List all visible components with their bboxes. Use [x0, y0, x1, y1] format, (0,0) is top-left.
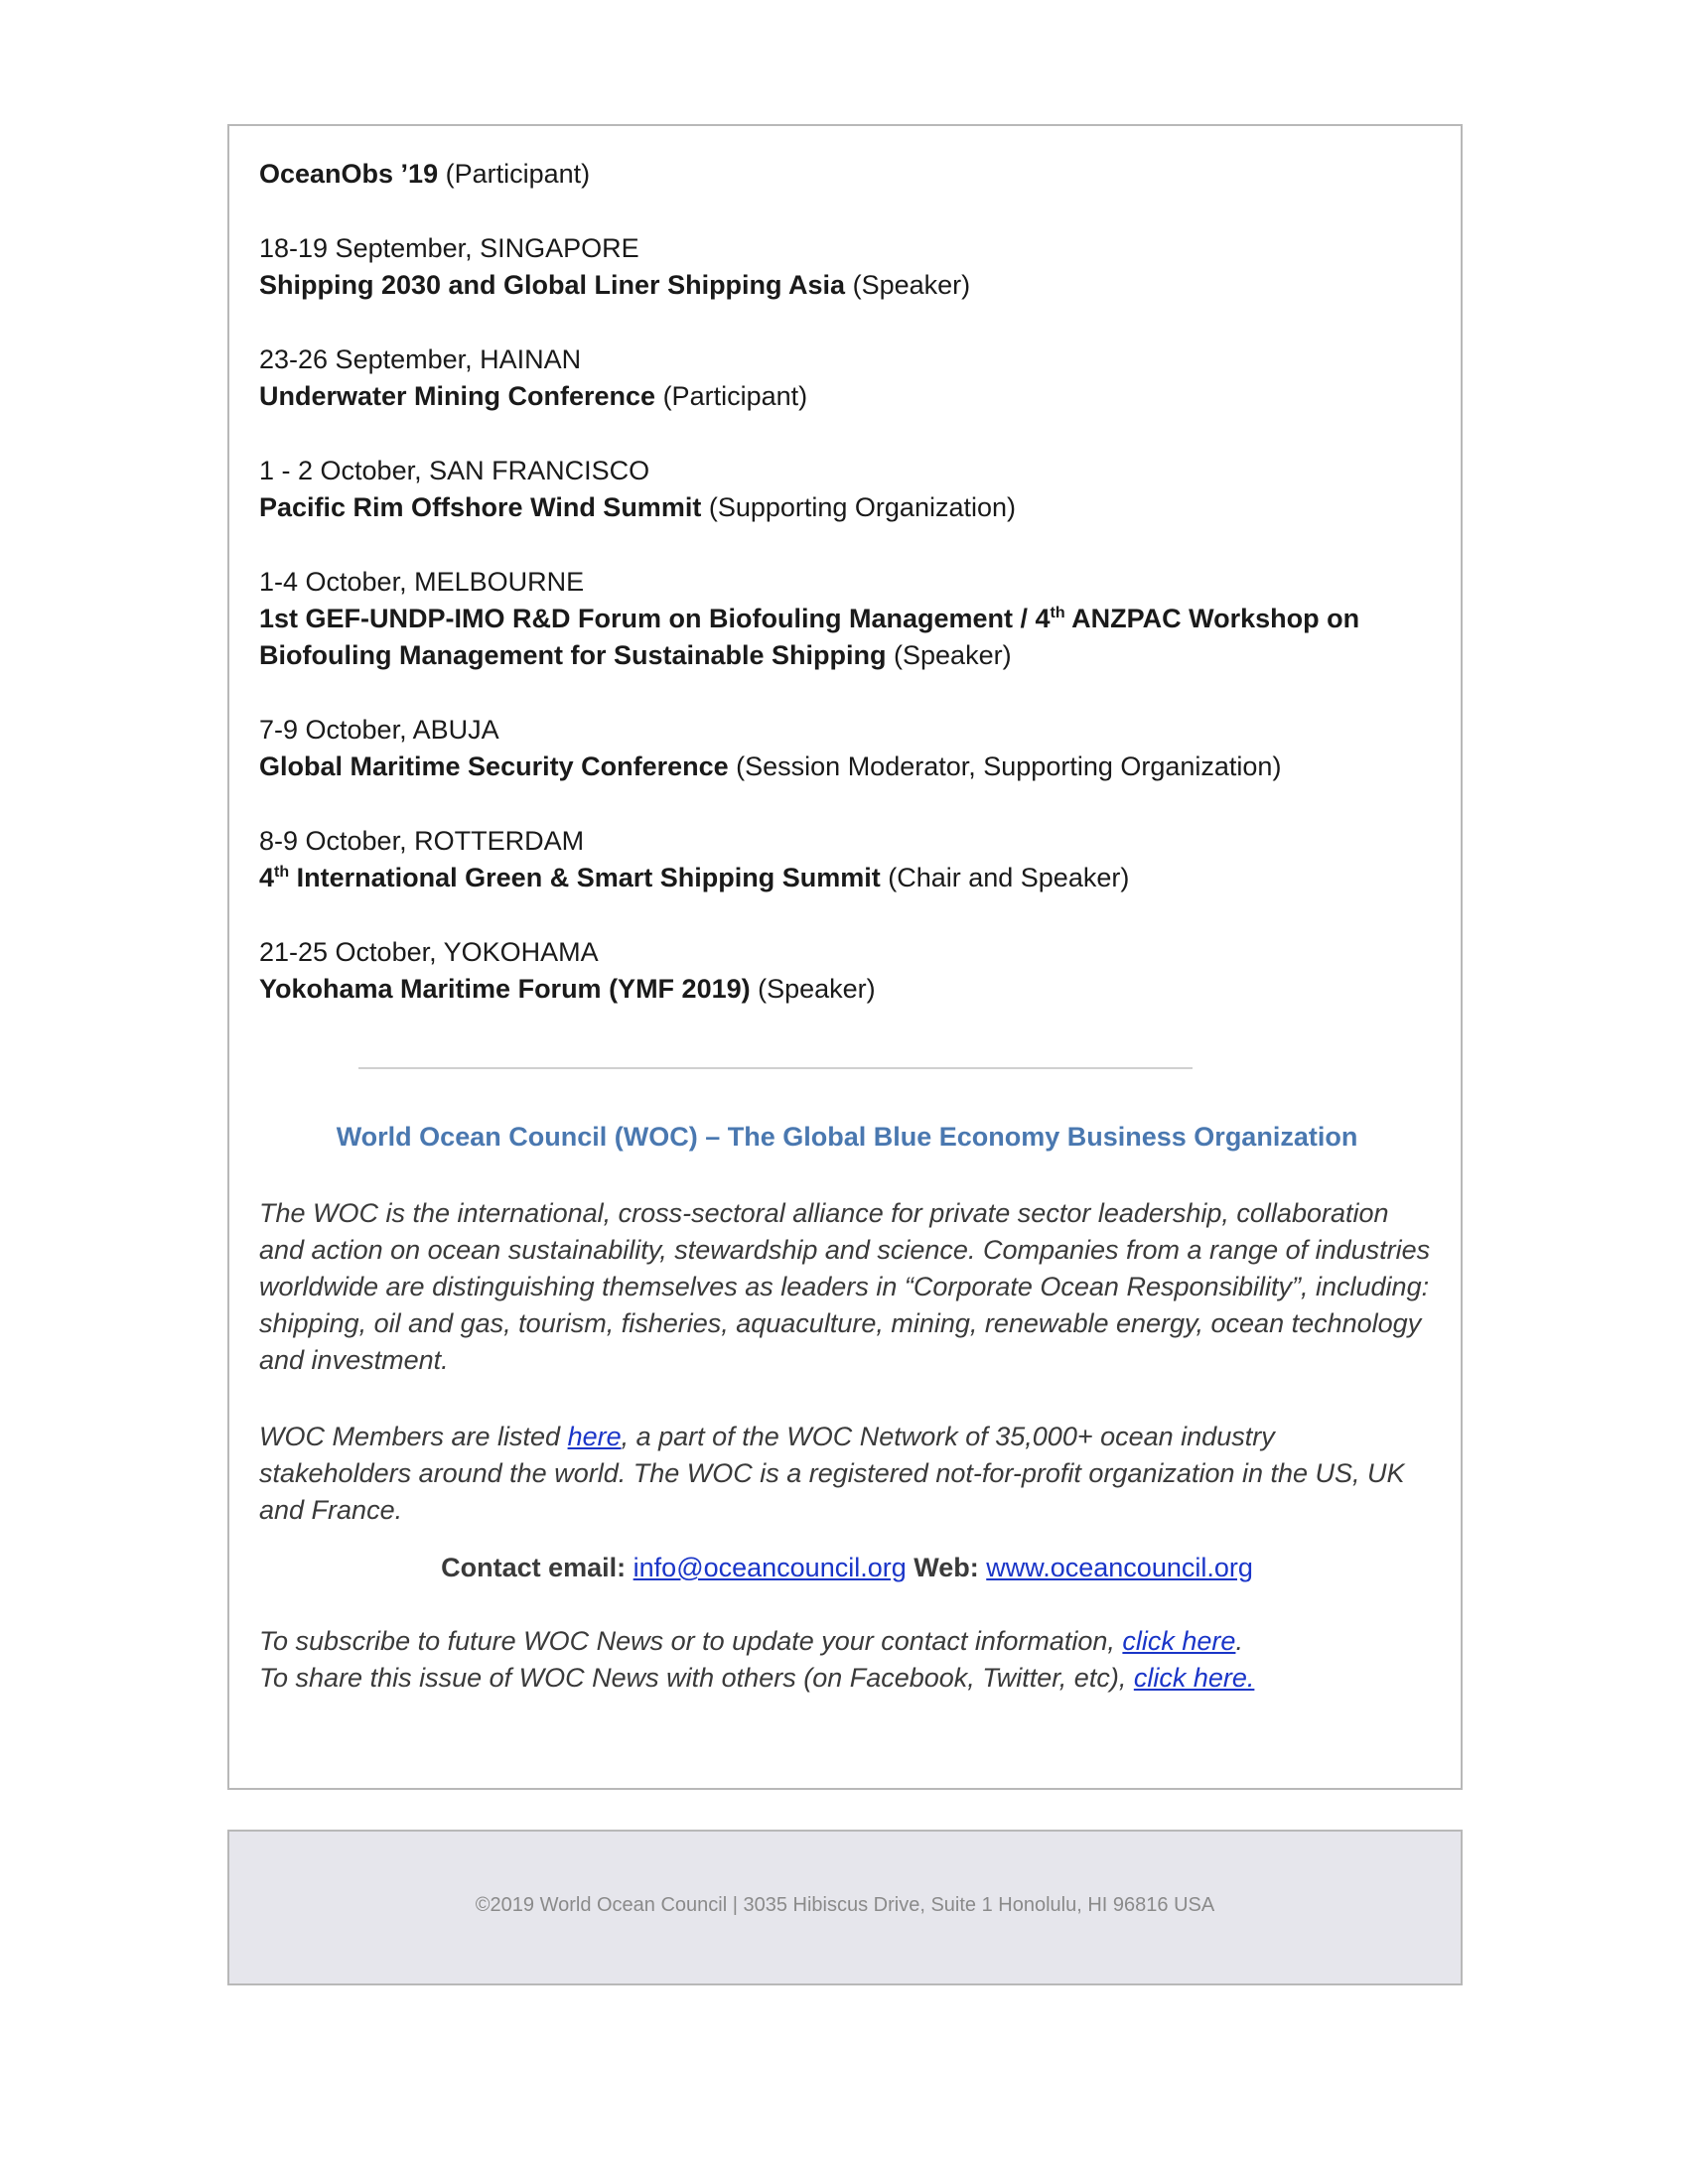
event-name: Shipping 2030 and Global Liner Shipping Asia	[259, 270, 846, 300]
event-role: (Participant)	[655, 381, 808, 411]
event-name: 1st GEF-UNDP-IMO R&D Forum on Biofouling Management / 4	[259, 604, 1051, 633]
event-role: (Speaker)	[750, 974, 876, 1004]
event-item	[259, 934, 1431, 1008]
ordinal-suffix: th	[1050, 605, 1065, 621]
event-name-rest: ANZPAC Workshop on Biofouling Management for Sustainable Shipping	[259, 604, 1360, 670]
event-date: 18-19 September, SINGAPORE	[259, 233, 639, 263]
event-date: 1-4 October, MELBOURNE	[259, 567, 585, 597]
share-click-here-link[interactable]: click here.	[1133, 1663, 1255, 1693]
event-date: 8-9 October, ROTTERDAM	[259, 826, 585, 856]
event-role: (Participant)	[438, 159, 591, 189]
event-name: Global Maritime Security Conference	[259, 751, 729, 781]
event-item	[259, 453, 1431, 526]
contact-line	[229, 1550, 1465, 1586]
event-item	[259, 156, 1431, 193]
share-text: To share this issue of WOC News with others (on Facebook, Twitter, etc),	[259, 1663, 1134, 1693]
event-item	[259, 341, 1431, 415]
contact-email-label: Contact email:	[441, 1553, 633, 1582]
members-text-rest: , a part of the WOC Network of 35,000+ ocean industry stakeholders around the world. The WOC is a registered not-for-profit organization in the US, UK and France.	[259, 1422, 1405, 1525]
event-name: Underwater Mining Conference	[259, 381, 656, 411]
share-line	[259, 1660, 1431, 1697]
woc-members-paragraph	[259, 1419, 1431, 1529]
events-list	[259, 156, 1431, 1045]
contact-email-link[interactable]: info@oceancouncil.org	[633, 1553, 907, 1582]
event-name: 4	[259, 863, 275, 892]
web-link[interactable]: www.oceancouncil.org	[986, 1553, 1253, 1582]
event-item	[259, 564, 1431, 674]
subscribe-share-block	[259, 1623, 1431, 1697]
event-date: 23-26 September, HAINAN	[259, 344, 582, 374]
footer	[227, 1830, 1463, 1985]
event-date: 21-25 October, YOKOHAMA	[259, 937, 599, 967]
event-item	[259, 823, 1431, 896]
section-divider	[358, 1067, 1193, 1069]
event-name: Yokohama Maritime Forum (YMF 2019)	[259, 974, 751, 1004]
event-role: (Supporting Organization)	[701, 492, 1016, 522]
subscribe-click-here-link[interactable]: click here	[1122, 1626, 1236, 1656]
ordinal-suffix: th	[274, 864, 290, 881]
subscribe-text: To subscribe to future WOC News or to update your contact information,	[259, 1626, 1123, 1656]
web-label: Web:	[906, 1553, 987, 1582]
event-name-rest: International Green & Smart Shipping Summit	[289, 863, 881, 892]
subscribe-period: .	[1235, 1626, 1243, 1656]
event-name: Pacific Rim Offshore Wind Summit	[259, 492, 702, 522]
event-date: 1 - 2 October, SAN FRANCISCO	[259, 456, 650, 485]
subscribe-line	[259, 1623, 1431, 1660]
event-role: (Chair and Speaker)	[880, 863, 1130, 892]
event-role: (Speaker)	[845, 270, 971, 300]
event-role: (Session Moderator, Supporting Organization)	[728, 751, 1282, 781]
event-item	[259, 230, 1431, 304]
woc-heading: World Ocean Council (WOC) – The Global Blue Economy Business Organization	[336, 1122, 1358, 1152]
members-text: WOC Members are listed	[259, 1422, 568, 1451]
event-name: OceanObs ’19	[259, 159, 439, 189]
footer-address: ©2019 World Ocean Council | 3035 Hibiscus Drive, Suite 1 Honolulu, HI 96816 USA	[475, 1894, 1215, 1916]
event-date: 7-9 October, ABUJA	[259, 715, 499, 745]
event-item	[259, 712, 1431, 785]
event-role: (Speaker)	[886, 640, 1012, 670]
newsletter-body	[227, 124, 1463, 1790]
members-here-link[interactable]: here	[567, 1422, 622, 1451]
woc-description: The WOC is the international, cross-sectoral alliance for private sector leadership, collaboration and action on ocean sustainability, stewardship and science. Companies from a range of industries worldwide are distinguishing themselves as leaders in “Corporate Ocean Responsibility”, including: shipping, oil and gas, tourism, fisheries, aquaculture, mining, renewable energy, ocean technology and investment.	[259, 1198, 1431, 1375]
